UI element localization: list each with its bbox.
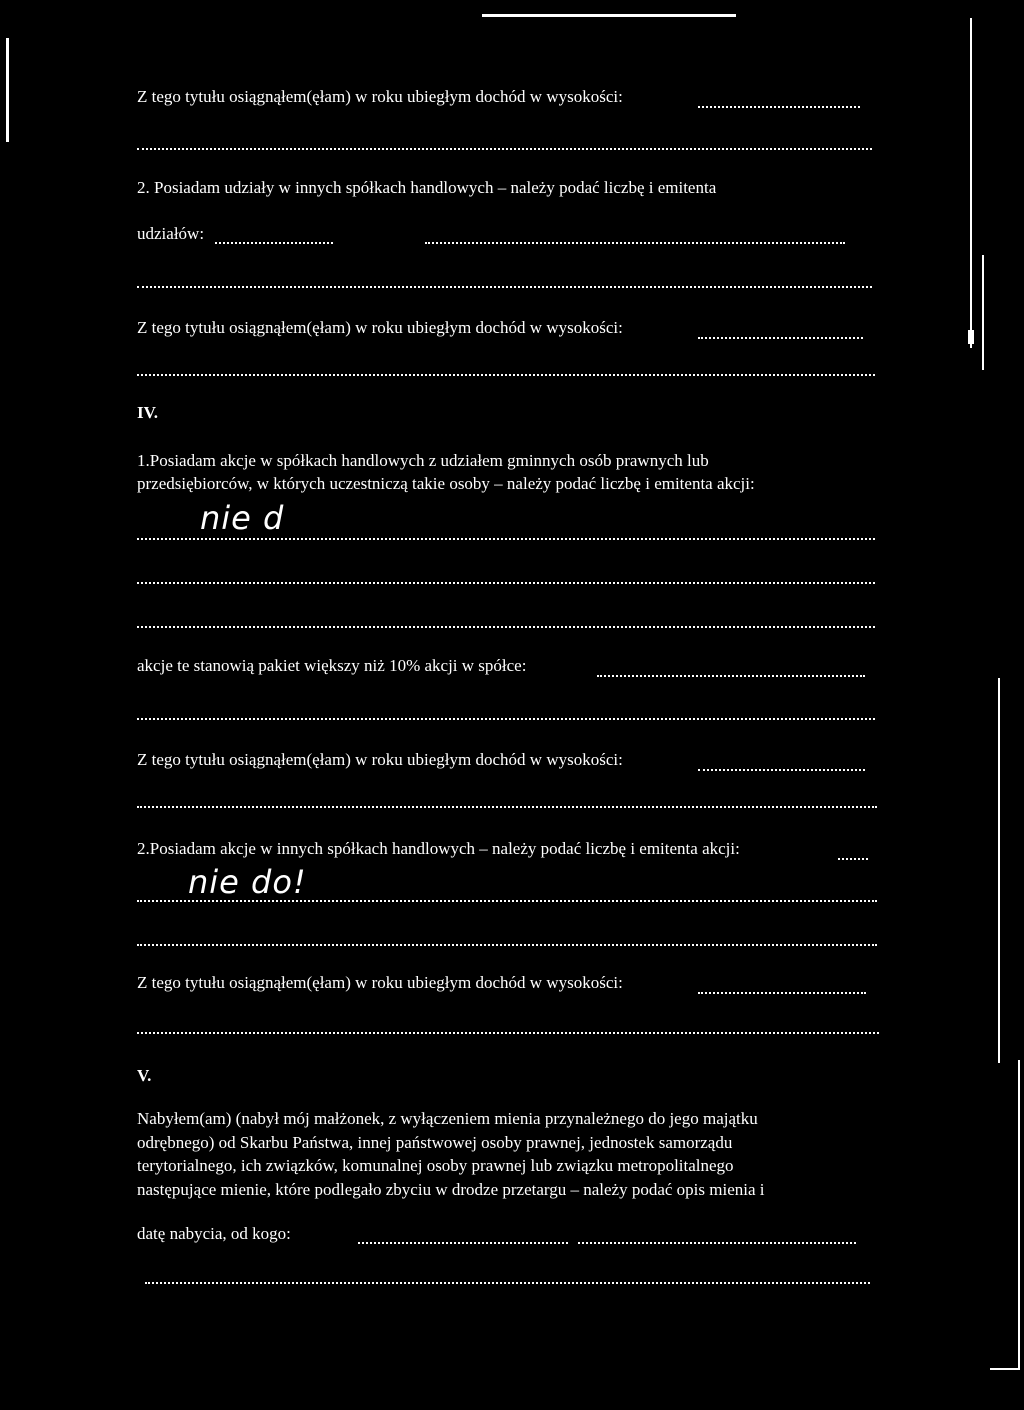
scan-edge-right-mark — [968, 330, 974, 344]
scan-edge-right-lower — [998, 678, 1000, 1063]
item2-shares-label: udziałów: — [137, 224, 205, 243]
dotted-fill-line — [137, 898, 877, 902]
s4-stake-line: akcje te stanowią pakiet większy niż 10% akcji w spółce: — [137, 656, 527, 675]
scan-edge-right-middle — [982, 255, 984, 370]
scan-edge-right-bottom — [1018, 1060, 1020, 1370]
dotted-fill-line — [838, 856, 868, 860]
scan-edge-right-upper — [970, 18, 972, 348]
dotted-fill-line — [137, 716, 875, 720]
scan-edge-bottom-corner — [990, 1368, 1020, 1370]
s4-item1-line1: 1.Posiadam akcje w spółkach handlowych z udziałem gminnych osób prawnych lub — [137, 451, 709, 470]
dotted-fill-line — [425, 240, 845, 244]
item2-shares-text: 2. Posiadam udziały w innych spółkach handlowych – należy podać liczbę i emitenta — [137, 178, 717, 197]
handwritten-answer-1: nie d — [200, 499, 285, 537]
handwritten-answer-2: nie do! — [188, 863, 307, 901]
section-iv-heading: IV. — [137, 403, 158, 422]
dotted-fill-line — [358, 1240, 568, 1244]
dotted-fill-line — [137, 624, 875, 628]
dotted-fill-line — [137, 146, 872, 150]
income-line-s4-1: Z tego tytułu osiągnąłem(ęłam) w roku ubiegłym dochód w wysokości: — [137, 750, 623, 769]
s5-para-line4: następujące mienie, które podlegało zbyciu w drodze przetargu – należy podać opis mienia i — [137, 1180, 765, 1199]
income-line-s3-2: Z tego tytułu osiągnąłem(ęłam) w roku ubiegłym dochód w wysokości: — [137, 318, 623, 337]
s5-para-line2: odrębnego) od Skarbu Państwa, innej państwowej osoby prawnej, jednostek samorządu — [137, 1133, 733, 1152]
s4-item1-line2: przedsiębiorców, w których uczestniczą takie osoby – należy podać liczbę i emitenta akcji: — [137, 474, 755, 493]
dotted-fill-line — [137, 1030, 879, 1034]
dotted-fill-line — [145, 1280, 870, 1284]
dotted-fill-line — [578, 1240, 856, 1244]
scan-edge-left — [6, 38, 9, 142]
dotted-fill-line — [698, 990, 866, 994]
s5-para-line1: Nabyłem(am) (nabył mój małżonek, z wyłączeniem mienia przynależnego do jego majątku — [137, 1109, 758, 1128]
s4-item2-text: 2.Posiadam akcje w innych spółkach handlowych – należy podać liczbę i emitenta akcji: — [137, 839, 740, 858]
dotted-fill-line — [215, 240, 333, 244]
section-v-heading: V. — [137, 1066, 152, 1085]
dotted-fill-line — [698, 104, 860, 108]
scan-edge-top — [482, 14, 736, 17]
dotted-fill-line — [597, 673, 865, 677]
dotted-fill-line — [137, 580, 875, 584]
s5-date-label: datę nabycia, od kogo: — [137, 1224, 291, 1243]
dotted-fill-line — [698, 767, 865, 771]
dotted-fill-line — [137, 942, 877, 946]
income-line-s3-1: Z tego tytułu osiągnąłem(ęłam) w roku ubiegłym dochód w wysokości: — [137, 87, 623, 106]
dotted-fill-line — [137, 804, 877, 808]
s5-para-line3: terytorialnego, ich związków, komunalnej osoby prawnej lub związku metropolitalnego — [137, 1156, 734, 1175]
dotted-fill-line — [137, 372, 875, 376]
income-line-s4-2: Z tego tytułu osiągnąłem(ęłam) w roku ubiegłym dochód w wysokości: — [137, 973, 623, 992]
dotted-fill-line — [698, 335, 863, 339]
dotted-fill-line — [137, 284, 872, 288]
